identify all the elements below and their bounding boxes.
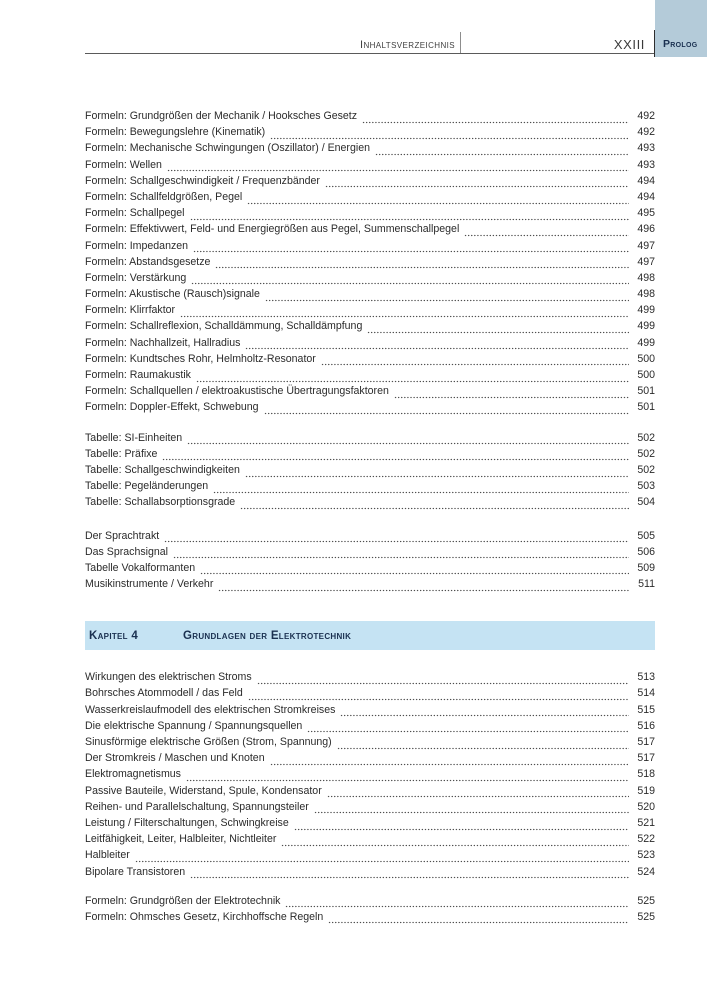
- toc-entry: [85, 353, 655, 369]
- dot-leader: [328, 911, 629, 927]
- dot-leader: [325, 175, 629, 191]
- toc-entry-title: Sinusförmige elektrische Größen (Strom, Spannung): [85, 736, 332, 748]
- toc-entry: [85, 159, 655, 175]
- toc-entry-title: Formeln: Doppler-Effekt, Schwebung: [85, 401, 259, 414]
- toc-entry-title: Formeln: Schallpegel: [85, 207, 185, 220]
- dot-leader: [193, 240, 629, 256]
- toc-entry-title: Tabelle: Pegeländerungen: [85, 480, 209, 493]
- running-head: Inhaltsverzeichnis: [359, 39, 455, 51]
- toc-entry-page: 509: [637, 561, 655, 574]
- toc-entry-page: 497: [637, 239, 655, 252]
- toc-entry-page: 525: [637, 910, 655, 923]
- toc-entry-title: Formeln: Verstärkung: [85, 271, 187, 284]
- dot-leader: [247, 191, 629, 207]
- toc-entry-title: Formeln: Klirrfaktor: [85, 304, 176, 317]
- toc-entry: [85, 256, 655, 272]
- dot-leader: [264, 401, 629, 417]
- toc-entry-page: 500: [637, 369, 655, 381]
- toc-entry-title: Tabelle Vokalformanten: [85, 561, 196, 574]
- toc-entry: [85, 530, 655, 546]
- toc-entry-title: Leitfähigkeit, Leiter, Halbleiter, Nichtleiter: [85, 833, 277, 846]
- toc-entry-title: Der Sprachtrakt: [85, 529, 160, 542]
- toc-entry: [85, 546, 655, 562]
- dot-leader: [173, 546, 629, 562]
- toc-entry-title: Formeln: Grundgrößen der Elektrotechnik: [85, 894, 281, 907]
- dot-leader: [340, 704, 629, 720]
- toc-entry-page: 517: [637, 736, 655, 748]
- toc-entry-title: Formeln: Ohmsches Gesetz, Kirchhoffsche Regeln: [85, 910, 324, 923]
- dot-leader: [191, 272, 629, 288]
- toc-entry: [85, 866, 655, 882]
- toc-entry-page: 502: [637, 463, 655, 476]
- toc-entry: [85, 704, 655, 720]
- toc-entry-page: 515: [637, 703, 655, 716]
- toc-entry-page: 499: [637, 304, 655, 317]
- toc-entry-page: 499: [637, 320, 655, 333]
- toc-entry: [85, 752, 655, 768]
- toc-entry-page: 522: [637, 833, 655, 846]
- dot-leader: [186, 768, 629, 784]
- toc-entry: [85, 801, 655, 817]
- toc-entry-title: Tabelle: Schallgeschwindigkeiten: [85, 463, 240, 476]
- prolog-tab-label: Prolog: [663, 38, 698, 50]
- toc-entry-page: 497: [637, 255, 655, 268]
- toc-entry: [85, 126, 655, 142]
- dot-leader: [190, 207, 629, 223]
- dot-leader: [314, 801, 629, 817]
- toc-entry-page: 496: [637, 223, 655, 236]
- toc-entry-title: Formeln: Nachhallzeit, Hallradius: [85, 336, 241, 349]
- dot-leader: [218, 578, 629, 594]
- dot-leader: [200, 562, 629, 578]
- header-rule: [85, 53, 654, 54]
- toc-entry-page: 519: [637, 784, 655, 797]
- toc-entry-page: 500: [637, 352, 655, 365]
- dot-leader: [281, 833, 629, 849]
- toc-entry: [85, 110, 655, 126]
- toc-entry-page: 492: [637, 110, 655, 122]
- toc-entry-page: 518: [637, 768, 655, 781]
- toc-entry-title: Bohrsches Atommodell / das Feld: [85, 687, 243, 700]
- toc-entry: [85, 464, 655, 480]
- toc-entry-page: 505: [637, 529, 655, 542]
- dot-leader: [190, 866, 629, 882]
- dot-leader: [362, 110, 629, 126]
- toc-entry-title: Das Sprachsignal: [85, 545, 169, 558]
- toc-entry-title: Tabelle: SI-Einheiten: [85, 431, 183, 444]
- dot-leader: [265, 288, 629, 304]
- toc-entry-page: 493: [637, 142, 655, 155]
- dot-leader: [180, 304, 629, 320]
- section-formeln-elektrotechnik: [85, 895, 655, 927]
- toc-entry: [85, 833, 655, 849]
- prolog-thumb-tab: [655, 0, 707, 57]
- toc-entry-title: Reihen- und Parallelschaltung, Spannungsteiler: [85, 800, 309, 813]
- toc-entry-title: Formeln: Schallquellen / elektroakustische Übertragungsfaktoren: [85, 385, 389, 398]
- dot-leader: [327, 785, 629, 801]
- toc-entry-page: 498: [637, 271, 655, 284]
- toc-entry-title: Formeln: Wellen: [85, 158, 162, 171]
- toc-entry: [85, 401, 655, 417]
- toc-entry: [85, 817, 655, 833]
- toc-entry: [85, 304, 655, 320]
- toc-entry: [85, 895, 655, 911]
- dot-leader: [135, 849, 629, 865]
- section-tabellen: [85, 432, 655, 513]
- dot-leader: [245, 464, 629, 480]
- toc-entry-page: 506: [637, 545, 655, 558]
- toc-entry: [85, 736, 655, 752]
- toc-entry-page: 523: [637, 849, 655, 862]
- toc-entry-page: 498: [637, 288, 655, 301]
- toc-entry-title: Formeln: Kundtsches Rohr, Helmholtz-Resonator: [85, 352, 316, 365]
- toc-entry-page: 520: [637, 800, 655, 813]
- toc-entry-page: 517: [637, 752, 655, 765]
- toc-entry-title: Wasserkreislaufmodell des elektrischen Stromkreises: [85, 703, 336, 716]
- dot-leader: [240, 496, 629, 512]
- toc-entry: [85, 207, 655, 223]
- toc-entry-page: 504: [637, 496, 655, 509]
- toc-entry-page: 501: [637, 385, 655, 398]
- dot-leader: [464, 223, 629, 239]
- dot-leader: [167, 159, 629, 175]
- dot-leader: [245, 337, 629, 353]
- dot-leader: [375, 142, 629, 158]
- chapter-heading-band: [85, 621, 655, 650]
- toc-entry: [85, 175, 655, 191]
- dot-leader: [196, 369, 629, 385]
- dot-leader: [337, 736, 629, 752]
- toc-entry-title: Formeln: Effektivwert, Feld- und Energiegrößen aus Pegel, Summenschallpegel: [85, 223, 460, 236]
- toc-entry-page: 502: [637, 431, 655, 444]
- toc-entry: [85, 671, 655, 687]
- toc-entry: [85, 191, 655, 207]
- toc-entry: [85, 849, 655, 865]
- toc-entry-title: Formeln: Impedanzen: [85, 239, 189, 252]
- toc-entry-page: 493: [637, 158, 655, 171]
- toc-entry-page: 516: [637, 719, 655, 732]
- toc-entry-title: Formeln: Grundgrößen der Mechanik / Hooksches Gesetz: [85, 110, 358, 122]
- dot-leader: [162, 448, 629, 464]
- dot-leader: [294, 817, 629, 833]
- toc-entry-title: Bipolare Transistoren: [85, 865, 186, 878]
- toc-entry: [85, 272, 655, 288]
- toc-entry-title: Wirkungen des elektrischen Stroms: [85, 671, 252, 684]
- header-divider: [460, 32, 461, 53]
- toc-entry-title: Der Stromkreis / Maschen und Knoten: [85, 752, 265, 765]
- toc-entry: [85, 337, 655, 353]
- dot-leader: [270, 126, 629, 142]
- toc-entry-page: 499: [637, 336, 655, 349]
- toc-content: [85, 110, 655, 927]
- toc-entry: [85, 911, 655, 927]
- toc-entry: [85, 288, 655, 304]
- toc-entry-page: 495: [637, 207, 655, 220]
- dot-leader: [215, 256, 629, 272]
- toc-entry-page: 511: [638, 578, 655, 591]
- toc-entry-title: Formeln: Schallreflexion, Schalldämmung, Schalldämpfung: [85, 320, 363, 333]
- toc-entry-title: Elektromagnetismus: [85, 768, 181, 781]
- toc-entry-title: Halbleiter: [85, 849, 130, 862]
- toc-entry-page: 502: [637, 447, 655, 460]
- toc-entry-title: Formeln: Schallgeschwindigkeit / Frequenzbänder: [85, 174, 320, 187]
- toc-entry-page: 494: [637, 190, 655, 203]
- toc-entry: [85, 142, 655, 158]
- toc-entry-title: Tabelle: Schallabsorptionsgrade: [85, 496, 236, 509]
- toc-entry-page: 521: [637, 816, 655, 829]
- toc-entry: [85, 369, 655, 385]
- toc-entry: [85, 385, 655, 401]
- toc-entry-page: 494: [637, 174, 655, 187]
- dot-leader: [187, 432, 629, 448]
- toc-entry: [85, 562, 655, 578]
- toc-entry-title: Formeln: Mechanische Schwingungen (Oszillator) / Energien: [85, 142, 370, 155]
- page-number: XXIII: [613, 37, 645, 52]
- toc-entry: [85, 432, 655, 448]
- toc-entry-title: Formeln: Bewegungslehre (Kinematik): [85, 126, 266, 139]
- chapter-label: Kapitel 4: [89, 629, 139, 642]
- toc-entry: [85, 480, 655, 496]
- toc-entry-title: Formeln: Schallfeldgrößen, Pegel: [85, 190, 243, 203]
- toc-entry-page: 513: [637, 671, 655, 684]
- toc-entry-title: Passive Bauteile, Widerstand, Spule, Kondensator: [85, 784, 322, 797]
- toc-entry-title: Formeln: Raumakustik: [85, 369, 191, 381]
- toc-entry-title: Tabelle: Präfixe: [85, 447, 158, 460]
- toc-entry: [85, 768, 655, 784]
- dot-leader: [164, 530, 629, 546]
- section-sprache: [85, 530, 655, 595]
- dot-leader: [307, 720, 629, 736]
- toc-entry: [85, 240, 655, 256]
- toc-entry: [85, 223, 655, 239]
- chapter-title: Grundlagen der Elektrotechnik: [183, 629, 352, 642]
- toc-entry-page: 514: [637, 687, 655, 700]
- toc-entry-title: Formeln: Akustische (Rausch)signale: [85, 288, 260, 301]
- toc-entry-page: 525: [637, 894, 655, 907]
- toc-entry-title: Leistung / Filterschaltungen, Schwingkreise: [85, 816, 289, 829]
- dot-leader: [367, 320, 629, 336]
- toc-entry-title: Formeln: Abstandsgesetze: [85, 255, 211, 268]
- toc-entry: [85, 578, 655, 594]
- toc-entry-title: Die elektrische Spannung / Spannungsquellen: [85, 719, 303, 732]
- toc-entry: [85, 496, 655, 512]
- dot-leader: [285, 895, 629, 911]
- section-kapitel-4: [85, 671, 655, 881]
- dot-leader: [321, 353, 629, 369]
- dot-leader: [213, 480, 629, 496]
- toc-entry: [85, 785, 655, 801]
- dot-leader: [248, 687, 629, 703]
- dot-leader: [270, 752, 629, 768]
- dot-leader: [257, 671, 629, 687]
- toc-entry-title: Musikinstrumente / Verkehr: [85, 578, 214, 591]
- toc-entry: [85, 720, 655, 736]
- toc-entry-page: 524: [637, 865, 655, 878]
- section-formeln-akustik: [85, 110, 655, 418]
- toc-entry-page: 503: [637, 480, 655, 493]
- toc-entry: [85, 687, 655, 703]
- toc-entry-page: 501: [637, 401, 655, 414]
- toc-entry: [85, 320, 655, 336]
- toc-entry: [85, 448, 655, 464]
- toc-entry-page: 492: [637, 126, 655, 139]
- dot-leader: [394, 385, 629, 401]
